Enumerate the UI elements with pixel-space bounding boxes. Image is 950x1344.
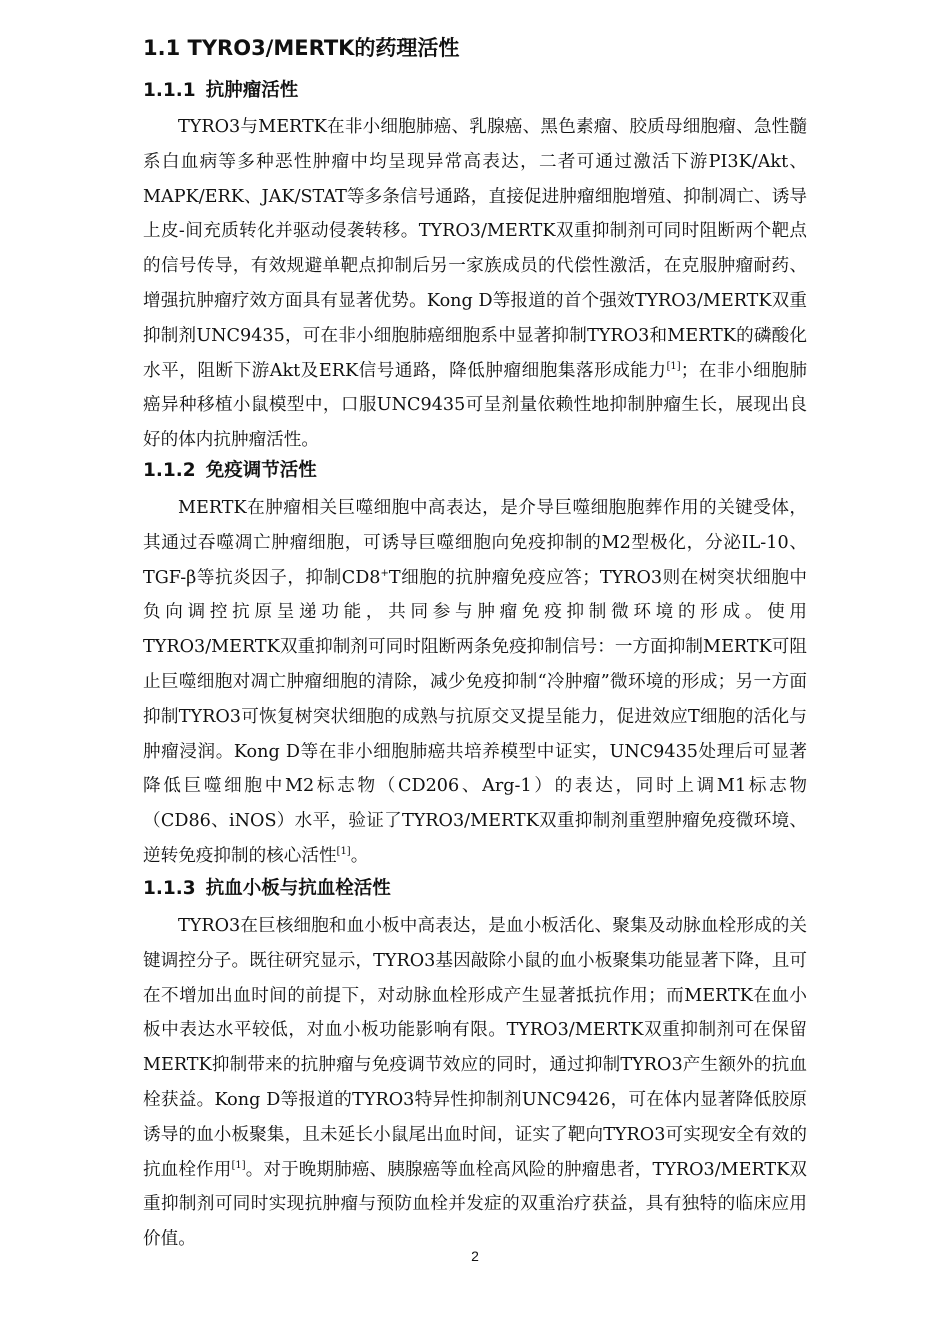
paragraph-text: ；在非小细胞肺癌异种移植小鼠模型中，口服UNC9435可呈剂量依赖性地抑制肿瘤生长，展现出良好的体内抗肿瘤活性。 — [143, 360, 807, 451]
paragraph-antithrombotic — [143, 909, 807, 1257]
paragraph-antitumor — [143, 110, 807, 458]
subsection-number: 1.1.2 — [143, 460, 196, 481]
paragraph-text: MERTK在肿瘤相关巨噬细胞中高表达，是介导巨噬细胞胞葬作用的关键受体，其通过吞噬凋亡肿瘤细胞，可诱导巨噬细胞向免疫抑制的M2型极化，分泌IL-10、TGF-β等抗炎因子，抑制CD8 — [143, 498, 807, 588]
section-heading: 1.1 TYRO3/MERTK的药理活性 — [143, 36, 460, 60]
paragraph-text: TYRO3与MERTK在非小细胞肺癌、乳腺癌、黑色素瘤、胶质母细胞瘤、急性髓系白血病等多种恶性肿瘤中均呈现异常高表达，二者可通过激活下游PI3K/Akt、MAPK/ERK、JAK/STAT等多条信号通路，直接促进肿瘤细胞增殖、抑制凋亡、诱导上皮-间充质转化并驱动侵袭转移。TYRO3/MERTK双重抑制剂可同时阻断两个靶点的信号传导，有效规避单靶点抑制后另一家族成员的代偿性激活，在克服肿瘤耐药、增强抗肿瘤疗效方面具有显著优势。Kong D等报道的首个强效TYRO3/MERTK双重抑制剂UNC9435，可在非小细胞肺癌细胞系中显著抑制TYRO3和MERTK的磷酸化水平，阻断下游Akt及ERK信号通路，降低肿瘤细胞集落形成能力 — [143, 117, 807, 381]
subsection-heading-immunomodulation — [143, 457, 317, 485]
superscript-plus: + — [380, 567, 389, 579]
subsection-heading-antitumor — [143, 77, 298, 105]
page-number: 2 — [471, 1248, 479, 1264]
paragraph-text: TYRO3在巨核细胞和血小板中高表达，是血小板活化、聚集及动脉血栓形成的关键调控分子。既往研究显示，TYRO3基因敲除小鼠的血小板聚集功能显著下降，且可在不增加出血时间的前提下，对动脉血栓形成产生显著抵抗作用；而MERTK在血小板中表达水平较低，对血小板功能影响有限。TYRO3/MERTK双重抑制剂可在保留MERTK抑制带来的抗肿瘤与免疫调节效应的同时，通过抑制TYRO3产生额外的抗血栓获益。Kong D等报道的TYRO3特异性抑制剂UNC9426，可在体内显著降低胶原诱导的血小板聚集，且未延长小鼠尾出血时间，证实了靶向TYRO3可实现安全有效的抗血栓作用 — [143, 916, 807, 1180]
subsection-title: 抗肿瘤活性 — [205, 80, 299, 101]
paragraph-text: 。 — [350, 845, 369, 866]
subsection-heading-antithrombotic — [143, 875, 391, 903]
citation-ref: [1] — [666, 360, 681, 372]
paragraph-immunomodulation — [143, 491, 807, 874]
subsection-number: 1.1.3 — [143, 878, 196, 899]
paragraph-text: T细胞的抗肿瘤免疫应答；TYRO3则在树突状细胞中负向调控抗原呈递功能，共同参与肿瘤免疫抑制微环境的形成。使用TYRO3/MERTK双重抑制剂可同时阻断两条免疫抑制信号：一方面抑制MERTK可阻止巨噬细胞对凋亡肿瘤细胞的清除，减少免疫抑制“冷肿瘤”微环境的形成；另一方面抑制TYRO3可恢复树突状细胞的成熟与抗原交叉提呈能力，促进效应T细胞的活化与肿瘤浸润。Kong D等在非小细胞肺癌共培养模型中证实，UNC9435处理后可显著降低巨噬细胞中M2标志物（CD206、Arg-1）的表达，同时上调M1标志物（CD86、iNOS）水平，验证了TYRO3/MERTK双重抑制剂重塑肿瘤免疫微环境、逆转免疫抑制的核心活性 — [143, 567, 807, 866]
citation-ref: [1] — [231, 1159, 246, 1171]
subsection-title: 免疫调节活性 — [205, 460, 317, 481]
paragraph-text: 。对于晚期肺癌、胰腺癌等血栓高风险的肿瘤患者，TYRO3/MERTK双重抑制剂可同时实现抗肿瘤与预防血栓并发症的双重治疗获益，具有独特的临床应用价值。 — [143, 1159, 807, 1250]
citation-ref: [1] — [336, 845, 351, 857]
subsection-title: 抗血小板与抗血栓活性 — [205, 878, 391, 899]
subsection-number: 1.1.1 — [143, 80, 196, 101]
